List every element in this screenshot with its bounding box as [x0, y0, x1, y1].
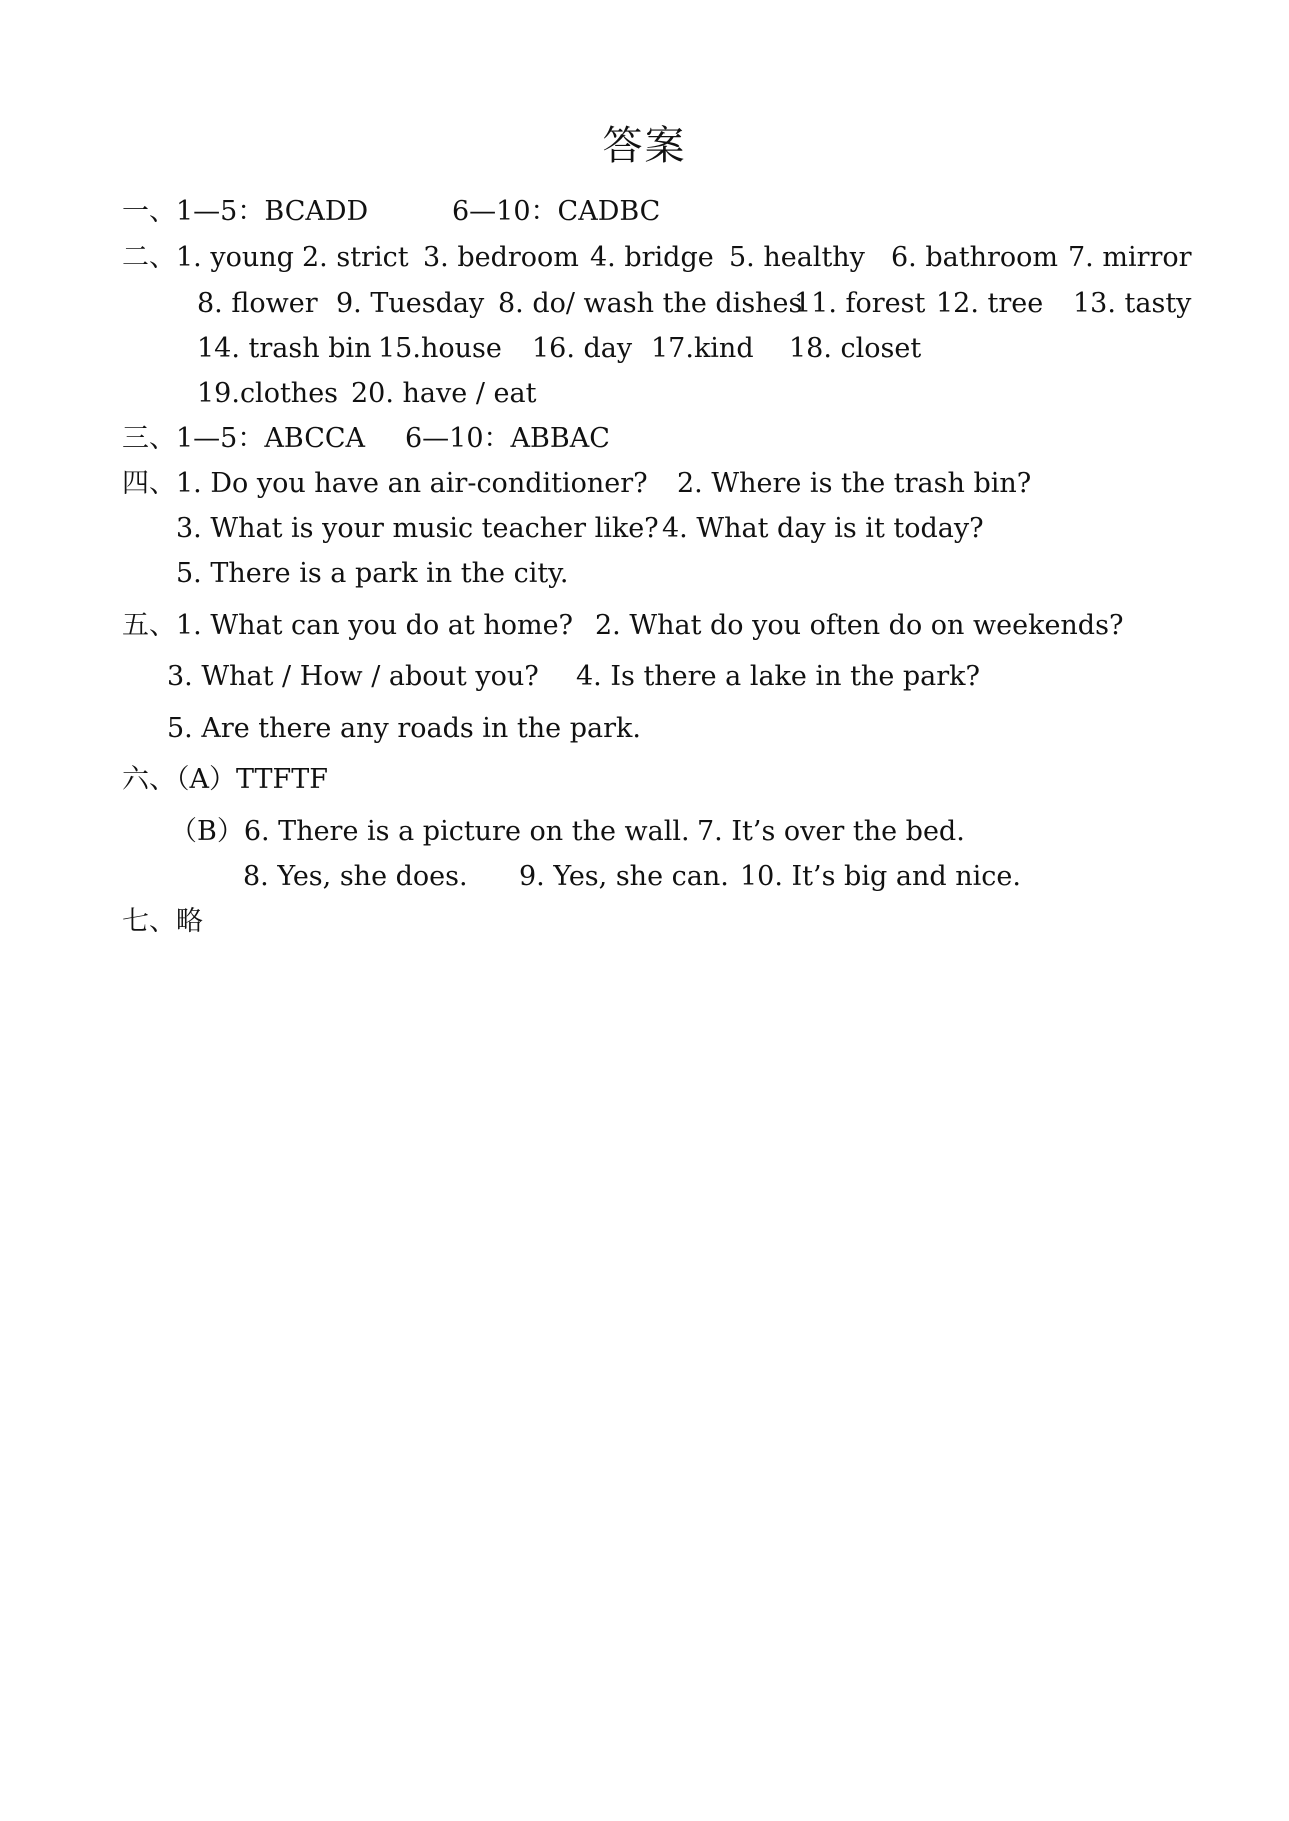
section-2-item: 19.clothes [197, 378, 339, 409]
section-2-item: 9. Tuesday [336, 288, 485, 319]
section-4-sentence: 四、1. Do you have an air-conditioner? [122, 468, 648, 499]
section-5-sentence: 五、1. What can you do at home? [122, 610, 574, 641]
section-4-sentence: 2. Where is the trash bin? [677, 468, 1032, 499]
page-title: 答案 [602, 123, 687, 169]
section-1-answers-1-5: 一、1—5：BCADD [122, 196, 369, 227]
section-2-item: 11. forest [794, 288, 926, 319]
section-2-item: 20. have / eat [351, 378, 537, 409]
section-2-item: 3. bedroom [423, 242, 579, 273]
section-5-sentence: 2. What do you often do on weekends? [595, 610, 1124, 641]
section-2-item: 8. flower [197, 288, 318, 319]
section-2-item: 12. tree [936, 288, 1044, 319]
section-4-sentence: 4. What day is it today? [662, 513, 984, 544]
section-7: 七、略 [122, 906, 203, 937]
section-2-item: 13. tasty [1073, 288, 1192, 319]
section-2-item: 4. bridge [590, 242, 714, 273]
section-1-answers-6-10: 6—10：CADBC [452, 196, 661, 227]
section-2-item: 6. bathroom [891, 242, 1058, 273]
section-2-item: 7. mirror [1068, 242, 1192, 273]
section-3-answers-6-10: 6—10：ABBAC [405, 423, 610, 454]
section-6-part-b-sentence: 9. Yes, she can. [519, 861, 729, 892]
section-2-item: 2. strict [302, 242, 409, 273]
section-2-item: 15.house [378, 333, 502, 364]
section-5-sentence: 4. Is there a lake in the park? [576, 661, 980, 692]
section-2-item: 18. closet [789, 333, 922, 364]
section-6-part-b-sentence: （B）6. There is a picture on the wall. [170, 816, 690, 847]
section-6-part-b-sentence: 7. It’s over the bed. [697, 816, 965, 847]
section-2-item: 14. trash bin [197, 333, 372, 364]
section-4-sentence: 5. There is a park in the city. [176, 558, 569, 589]
section-3-answers-1-5: 三、1—5：ABCCA [122, 423, 366, 454]
section-4-sentence: 3. What is your music teacher like? [176, 513, 659, 544]
section-2-item: 8. do/ wash the dishes [498, 288, 803, 319]
section-6-part-b-sentence: 10. It’s big and nice. [740, 861, 1021, 892]
section-6-part-b-sentence: 8. Yes, she does. [243, 861, 468, 892]
section-2-item: 二、1. young [122, 242, 294, 273]
section-2-item: 16. day [532, 333, 633, 364]
section-2-item: 17.kind [651, 333, 754, 364]
section-5-sentence: 3. What / How / about you? [167, 661, 539, 692]
section-6-part-a: 六、（A）TTFTF [122, 764, 328, 795]
section-5-sentence: 5. Are there any roads in the park. [167, 713, 641, 744]
section-2-item: 5. healthy [729, 242, 865, 273]
